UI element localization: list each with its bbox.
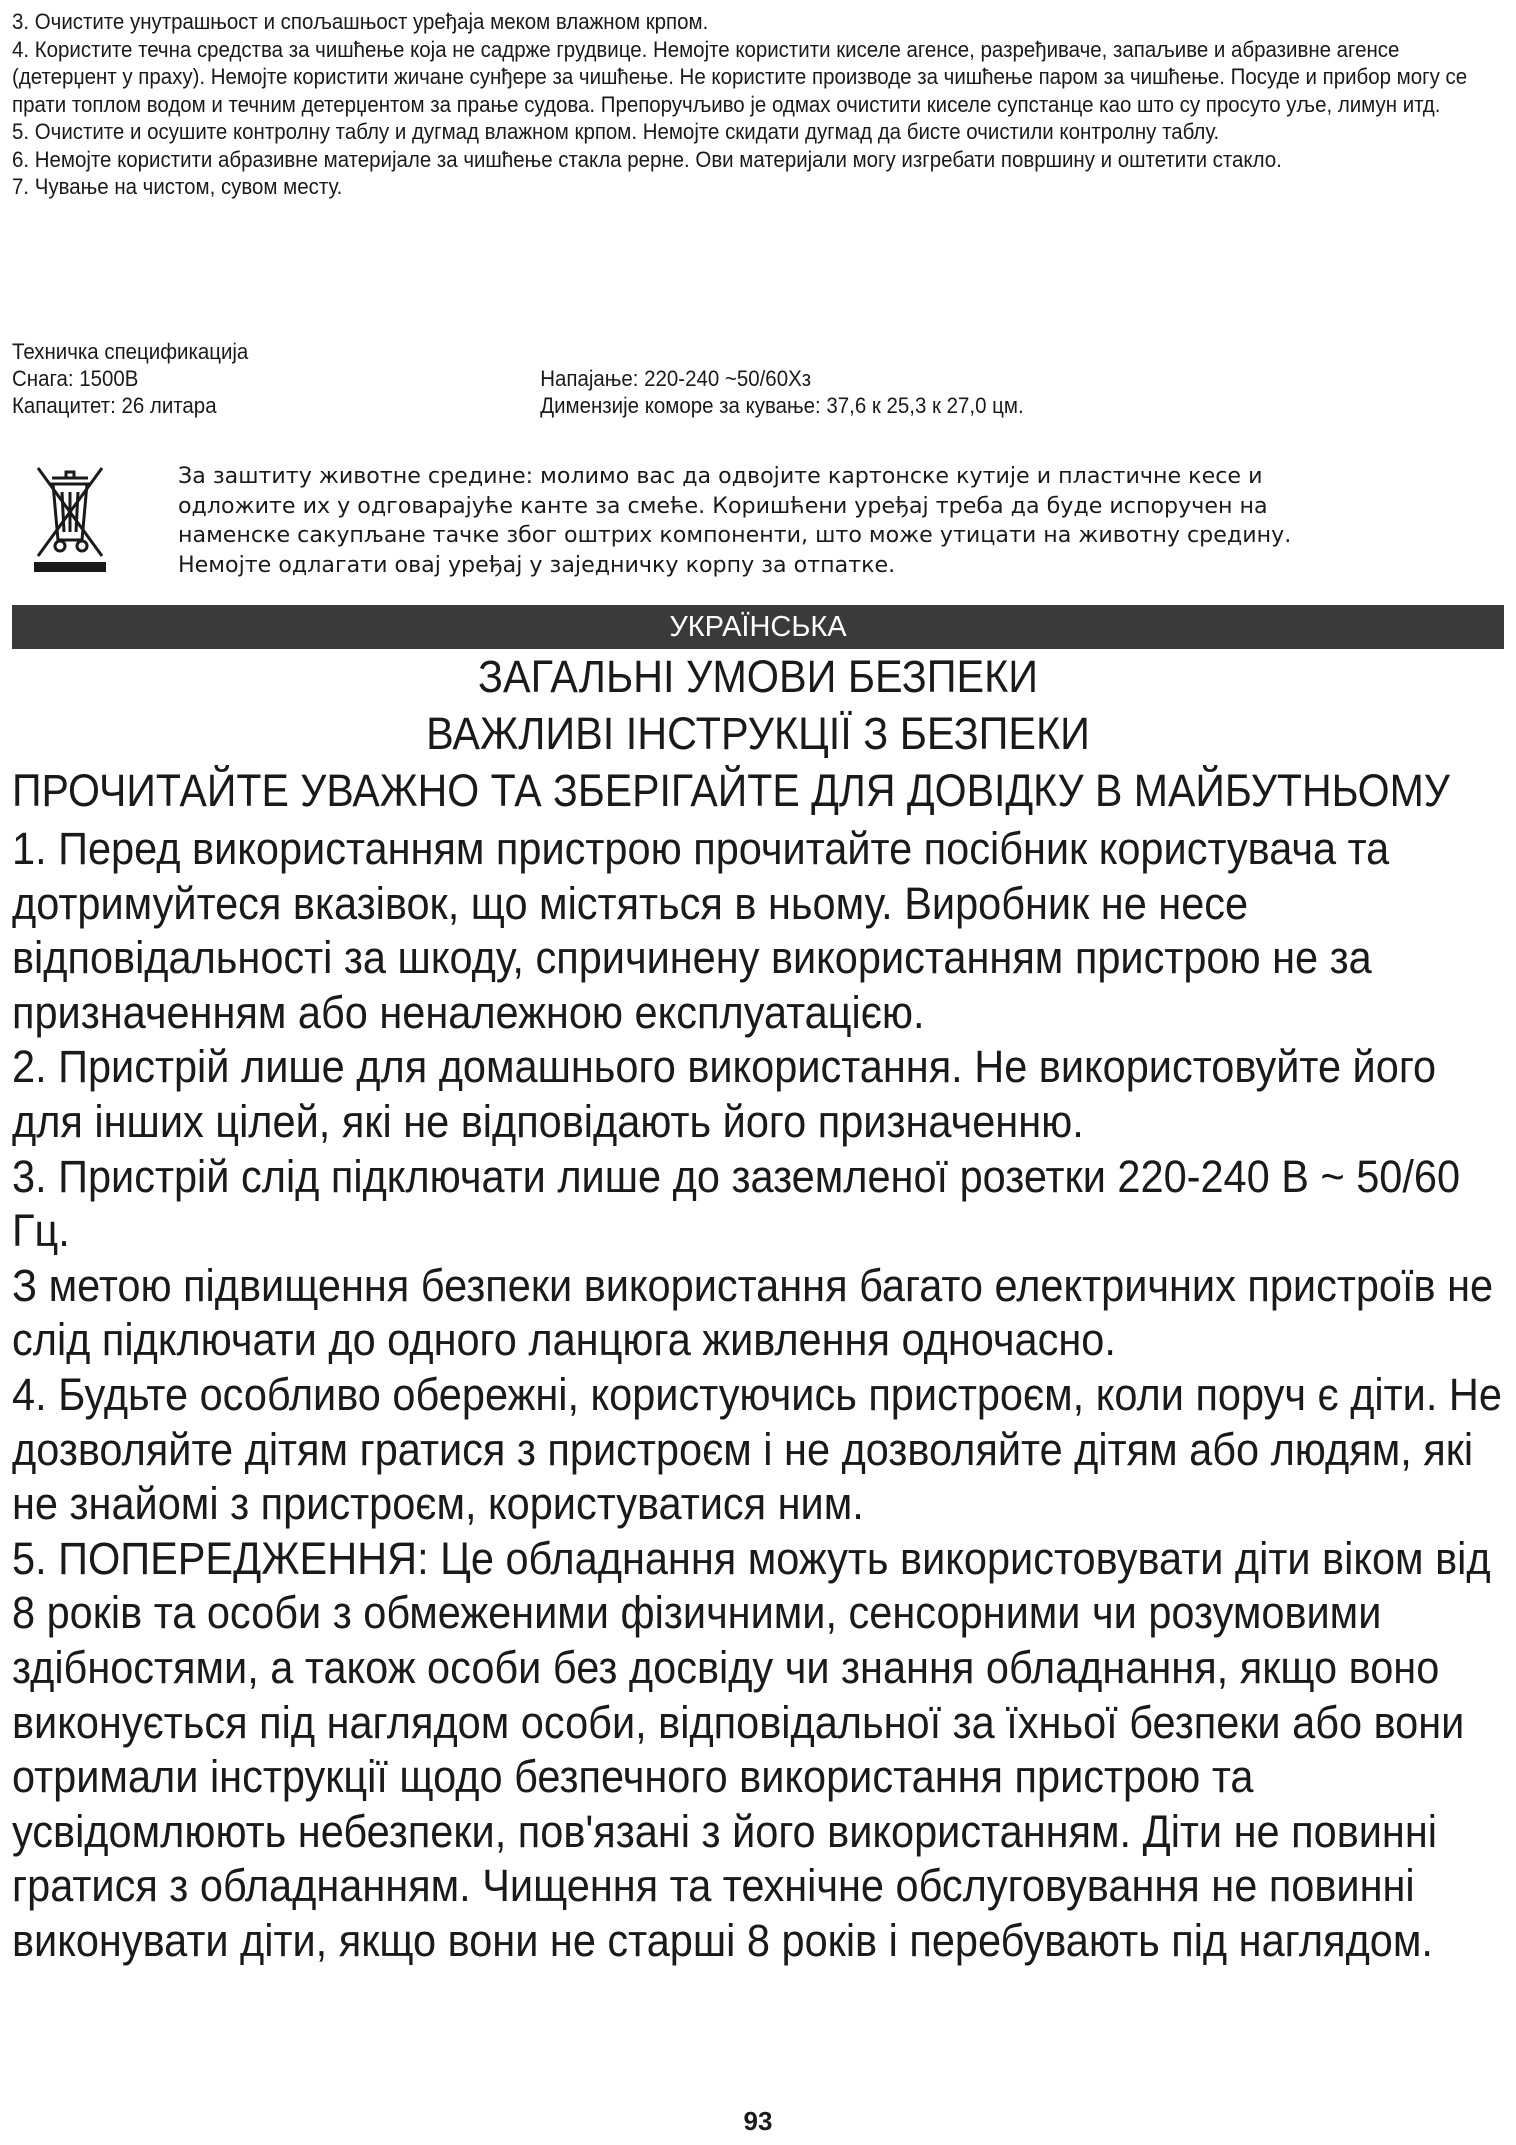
page-number: 93 — [743, 2106, 773, 2136]
section-heading: ЗАГАЛЬНІ УМОВИ БЕЗПЕКИ — [477, 651, 1039, 702]
spec-supply: Напајање: 220-240 ~50/60Хз — [540, 366, 812, 391]
uk-paragraph: З метою підвищення безпеки використання багато електричних пристроїв не слід підключати до одного ланцюга живлення одночасно. — [12, 1259, 1494, 1366]
sr-paragraph: 7. Чување на чистом, сувом месту. — [12, 174, 343, 199]
sr-paragraph: 3. Очистите унутрашњост и спољашњост уређаја меком влажном крпом. — [12, 9, 709, 34]
spec-power: Снага: 1500В — [12, 366, 139, 391]
spec-row — [12, 365, 1024, 392]
ukrainian-safety-instructions — [12, 822, 1504, 1968]
crossed-out-wheelie-bin-icon — [30, 462, 110, 576]
technical-specification — [12, 338, 1100, 419]
env-line: одложите их у одговарајуће канте за смеће. Коришћени уређај треба да буде испоручен на — [178, 492, 1268, 519]
manual-page — [12, 0, 1504, 2145]
uk-paragraph: 5. ПОПЕРЕДЖЕННЯ: Це обладнання можуть використовувати діти віком від 8 років та особи з обмеженими фізичними, сенсорними чи розумовими здібностями, а також особи без досвіду чи знання обладнання, якщо воно виконується під наглядом особи, відповідальної за їхньої безпеки або вони отримали інструкції щодо безпечного використання пристрою та усвідомлюють небезпеки, пов'язані з його використанням. Діти не повинні гратися з обладнанням. Чищення та технічне обслуговування не повинні виконувати діти, якщо вони не старші 8 років і перебувають під наглядом. — [12, 1532, 1491, 1966]
spec-row — [12, 392, 1024, 419]
env-line: наменске сакупљане тачке због оштрих компоненти, што може утицати на животну средину. — [178, 522, 1292, 548]
uk-paragraph: 2. Пристрій лише для домашнього використання. Не використовуйте його для інших цілей, які не відповідають його призначенню. — [12, 1041, 1437, 1147]
read-carefully-heading: ПРОЧИТАЙТЕ УВАЖНО ТА ЗБЕРІГАЙТЕ ДЛЯ ДОВІДКУ В МАЙБУТНЬОМУ — [12, 765, 1450, 816]
serbian-cleaning-instructions — [12, 8, 1504, 201]
sr-paragraph: 4. Користите течна средства за чишћење која не садрже грудвице. Немојте користити киселе агенсе, разређиваче, запаљиве и абразивне агенсе (детерџент у праху). Немојте користити жичане сунђере за чишћење. Не користите производе за чишћење паром за чишћење. Посуде и прибор могу се прати топлом водом и течним детерџентом за прање судова. Препоручљиво је одмах очистити киселе супстанце као што су просуто уље, лимун итд. — [12, 36, 1468, 117]
sr-paragraph: 5. Очистите и осушите контролну таблу и дугмад влажном крпом. Немојте скидати дугмад да бисте очистили контролну таблу. — [12, 119, 1220, 144]
spec-title: Техничка спецификација — [12, 339, 249, 364]
env-line: Немојте одлагати овај уређај у заједничку корпу за отпатке. — [178, 551, 896, 578]
spec-dimensions: Димензије коморе за кување: 37,6 к 25,3 к 27,0 цм. — [540, 393, 1024, 418]
sr-paragraph: 6. Немојте користити абразивне материјале за чишћење стакла рерне. Ови материјали могу изгребати површину и оштетити стакло. — [12, 146, 1282, 172]
env-line: За заштиту животне средине: молимо вас да одвојите картонске кутије и пластичне кесе и — [178, 463, 1263, 489]
uk-paragraph: 3. Пристрій слід підключати лише до заземленої розетки 220-240 В ~ 50/60 Гц. — [12, 1150, 1461, 1257]
uk-paragraph: 1. Перед використанням пристрою прочитайте посібник користувача та дотримуйтеся вказівок, що містяться в ньому. Виробник не несе відповідальності за шкоду, спричинену використанням пристрою не за призначенням або неналежною експлуатацією. — [12, 823, 1390, 1038]
section-subheading: ВАЖЛИВІ ІНСТРУКЦІЇ З БЕЗПЕКИ — [426, 708, 1090, 759]
spec-capacity: Капацитет: 26 литара — [12, 393, 217, 418]
language-banner: УКРАЇНСЬКА — [12, 605, 1504, 649]
environment-text — [178, 462, 1291, 580]
uk-paragraph: 4. Будьте особливо обережні, користуючись пристроєм, коли поруч є діти. Не дозволяйте дітям гратися з пристроєм і не дозволяйте дітям або людям, які не знайомі з пристроєм, користуватися ним. — [12, 1368, 1502, 1530]
environment-notice — [12, 462, 1504, 587]
